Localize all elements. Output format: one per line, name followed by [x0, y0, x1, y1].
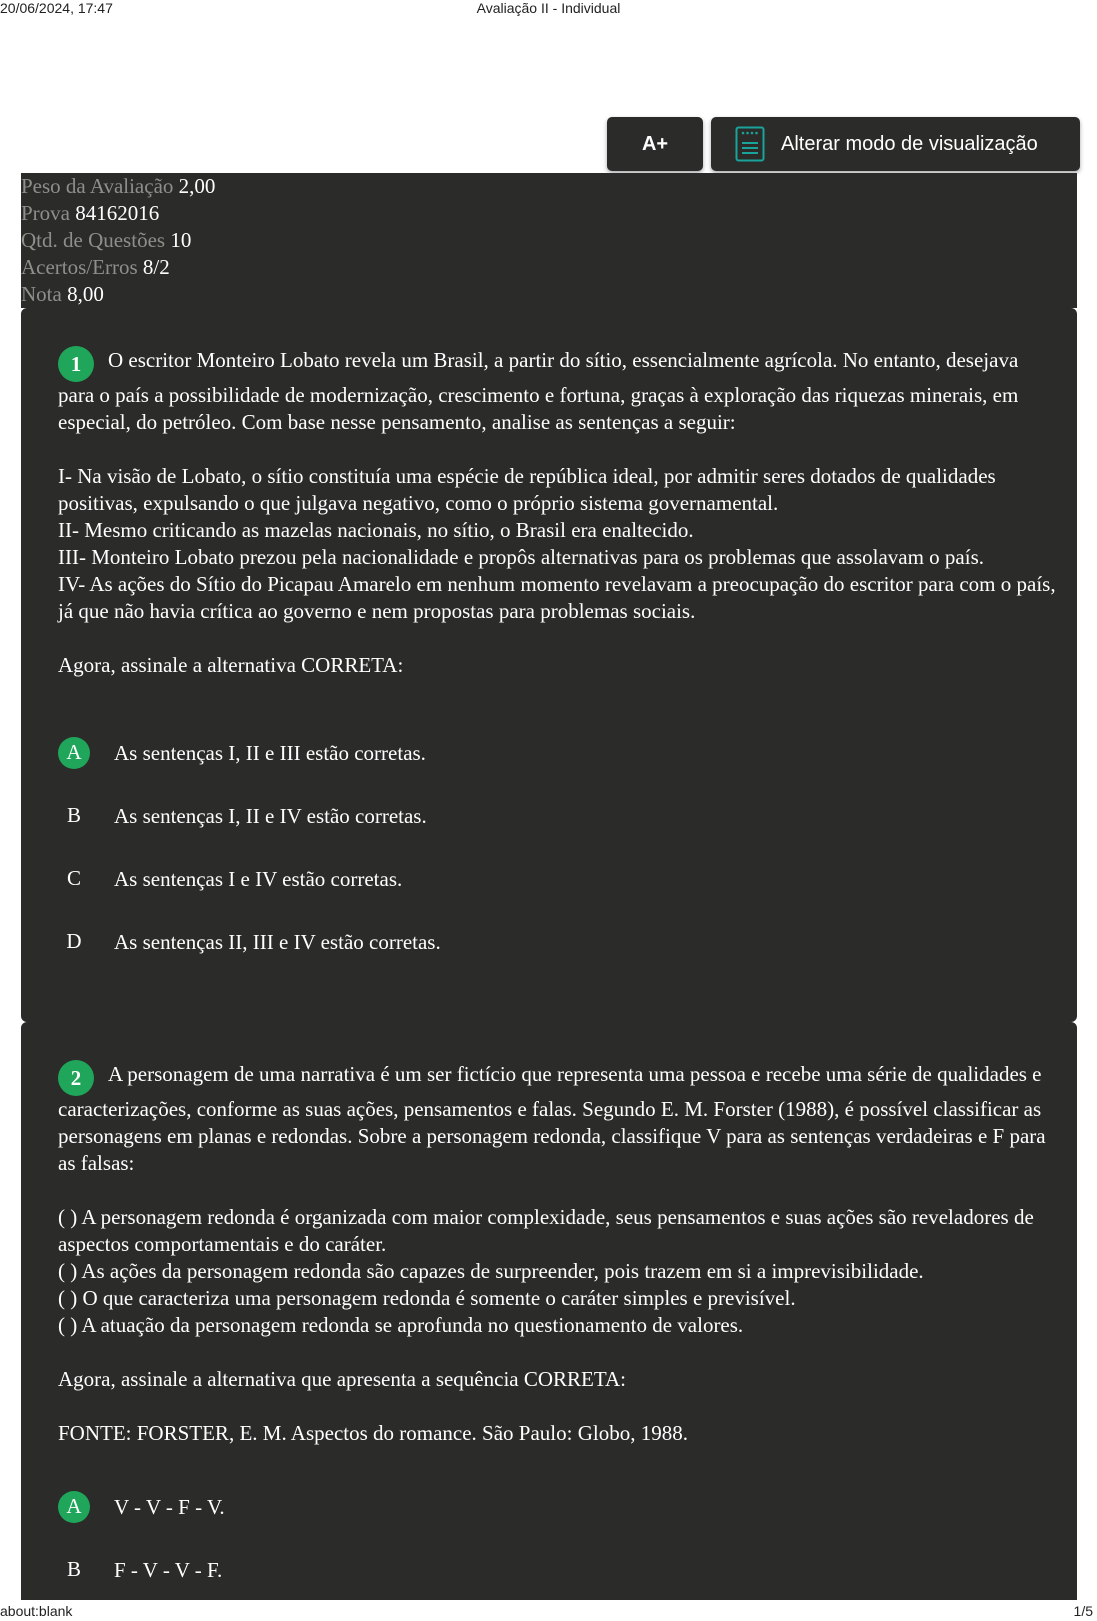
summary-weight: Peso da Avaliação 2,00 [21, 174, 216, 198]
question-text [58, 1060, 1058, 1447]
question-intro: 1 O escritor Monteiro Lobato revela um Brasil, a partir do sítio, essencialmente agrícola. No entanto, desejava para o país a possibilidade de modernização, crescimento e fortuna, graças à exploração das riquezas minerais, em especial, do petróleo. Com base nesse pensamento, analise as sentenças a seguir: [58, 348, 1019, 434]
option-b[interactable] [58, 1552, 222, 1588]
option-text: As sentenças I e IV estão corretas. [114, 866, 403, 891]
print-header [0, 0, 1097, 18]
question-prompt: Agora, assinale a alternativa que apresenta a sequência CORRETA: [58, 1367, 627, 1391]
statement: III- Monteiro Lobato prezou pela nacionalidade e propôs alternativas para os problemas que assolavam o país. [58, 545, 985, 569]
option-letter: B [66, 803, 81, 827]
print-page-number: 1/5 [1073, 1603, 1093, 1619]
option-a[interactable] [58, 1489, 225, 1525]
option-c[interactable] [58, 861, 402, 897]
statement: ( ) O que caracteriza uma personagem redonda é somente o caráter simples e previsível. [58, 1286, 796, 1310]
statement: IV- As ações do Sítio do Picapau Amarelo em nenhum momento revelavam a preocupação do escritor para com o país, já que não havia crítica ao governo e nem propostas para problemas sociais. [58, 572, 1056, 623]
print-title: Avaliação II - Individual [476, 0, 621, 16]
option-letter: C [66, 866, 81, 890]
option-d[interactable] [58, 924, 441, 960]
print-footer [0, 1603, 1097, 1621]
statement: ( ) As ações da personagem redonda são capazes de surpreender, pois trazem em si a imprevisibilidade. [58, 1259, 924, 1283]
option-text: As sentenças I, II e III estão corretas. [114, 740, 426, 765]
summary-questions: Qtd. de Questões 10 [21, 228, 192, 252]
statement: II- Mesmo criticando as mazelas nacionais, no sítio, o Brasil era enaltecido. [58, 518, 694, 542]
question-number-badge: 1 [58, 346, 94, 382]
print-url: about:blank [0, 1603, 73, 1619]
option-letter: A [58, 737, 90, 769]
summary-hits: Acertos/Erros 8/2 [21, 255, 170, 279]
view-mode-label: Alterar modo de visualização [781, 132, 1038, 155]
statement: ( ) A personagem redonda é organizada com maior complexidade, seus pensamentos e suas ações são reveladores de aspectos comportamentais e do caráter. [58, 1205, 1034, 1256]
summary-grade: Nota 8,00 [21, 282, 104, 306]
option-b[interactable] [58, 798, 427, 834]
option-text: As sentenças II, III e IV estão corretas. [114, 929, 441, 954]
question-number-badge: 2 [58, 1060, 94, 1096]
statement: I- Na visão de Lobato, o sítio constituía uma espécie de república ideal, por admitir seres dotados de qualidades positivas, expulsando o que julgava negativo, como o próprio sistema governamental. [58, 464, 996, 515]
view-mode-button[interactable] [711, 117, 1080, 171]
statement: ( ) A atuação da personagem redonda se aprofunda no questionamento de valores. [58, 1313, 744, 1337]
question-text [58, 346, 1058, 679]
question-card-2 [21, 1022, 1077, 1600]
document-list-icon [735, 126, 765, 162]
question-source: FONTE: FORSTER, E. M. Aspectos do romance. São Paulo: Globo, 1988. [58, 1421, 688, 1445]
print-date: 20/06/2024, 17:47 [0, 0, 113, 16]
option-text: As sentenças I, II e IV estão corretas. [114, 803, 427, 828]
option-text: V - V - F - V. [114, 1494, 225, 1519]
exam-summary [21, 173, 1077, 308]
summary-exam: Prova 84162016 [21, 201, 160, 225]
question-intro: 2 A personagem de uma narrativa é um ser fictício que representa uma pessoa e recebe uma série de qualidades e caracterizações, conforme as suas ações, pensamentos e falas. Segundo E. M. Forster (1988), é possível classificar as personagens em planas e redondas. Sobre a personagem redonda, classifique V para as sentenças verdadeiras e F para as falsas: [58, 1062, 1046, 1175]
option-a[interactable] [58, 735, 426, 771]
option-text: F - V - V - F. [114, 1557, 223, 1582]
increase-font-button[interactable]: A+ [607, 117, 703, 171]
option-letter: A [58, 1491, 90, 1523]
option-letter: B [66, 1557, 81, 1581]
question-card-1 [21, 308, 1077, 1022]
option-letter: D [66, 929, 82, 953]
question-prompt: Agora, assinale a alternativa CORRETA: [58, 653, 404, 677]
